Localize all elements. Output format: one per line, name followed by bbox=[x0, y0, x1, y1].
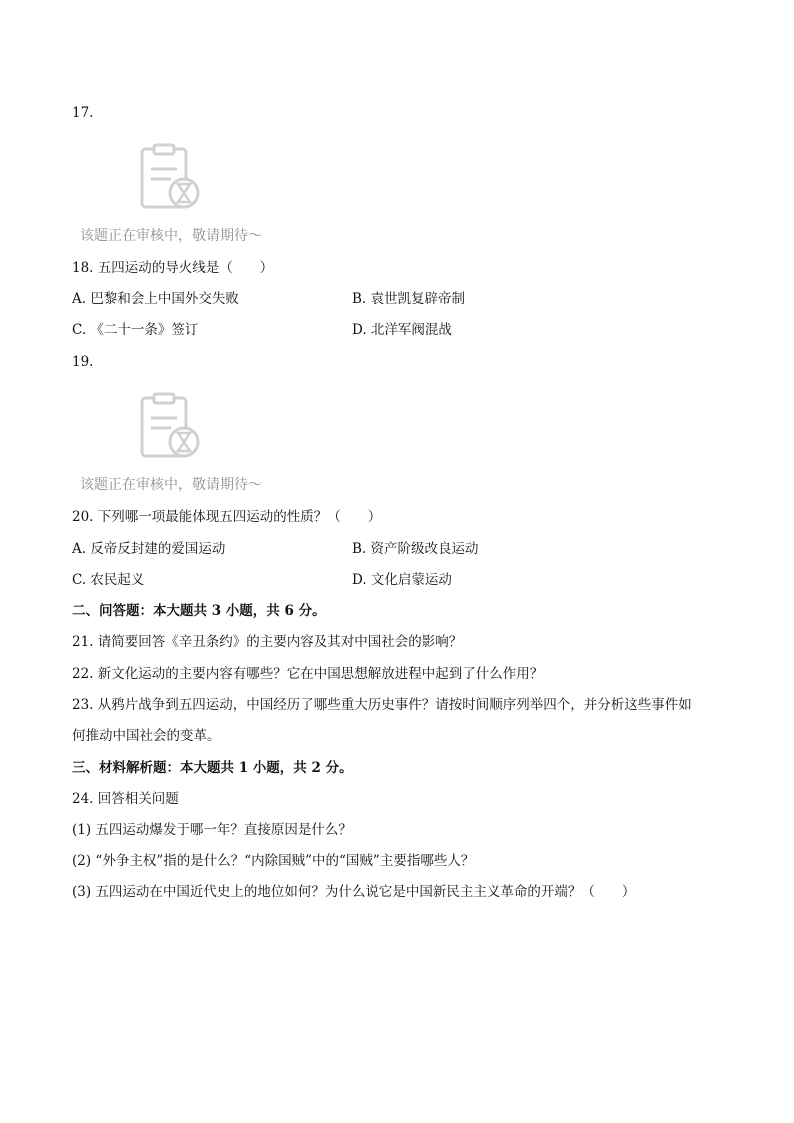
clipboard-hourglass-icon bbox=[134, 392, 210, 468]
section-2-title: 二、问答题：本大题共 3 小题，共 6 分。 bbox=[72, 603, 326, 619]
question-20-option-d: D. 文化启蒙运动 bbox=[352, 572, 452, 588]
question-19-number: 19. bbox=[72, 354, 94, 370]
section-3-title: 三、材料解析题：本大题共 1 小题，共 2 分。 bbox=[72, 760, 353, 776]
question-21: 21. 请简要回答《辛丑条约》的主要内容及其对中国社会的影响？ bbox=[72, 634, 463, 650]
question-22: 22. 新文化运动的主要内容有哪些？它在中国思想解放进程中起到了什么作用？ bbox=[72, 666, 544, 682]
question-18-option-b: B. 袁世凯复辟帝制 bbox=[352, 291, 466, 307]
question-20-option-b: B. 资产阶级改良运动 bbox=[352, 541, 479, 557]
question-20-option-a: A. 反帝反封建的爱国运动 bbox=[72, 541, 226, 557]
question-24-sub-3: (3) 五四运动在中国近代史上的地位如何？为什么说它是中国新民主主义革命的开端？（ ） bbox=[72, 884, 636, 900]
placeholder-text: 该题正在审核中，敬请期待～ bbox=[80, 228, 262, 244]
question-23-line-1: 23. 从鸦片战争到五四运动，中国经历了哪些重大历史事件？请按时间顺序列举四个，并分析这些事件如 bbox=[72, 697, 692, 713]
question-23-line-2: 何推动中国社会的变革。 bbox=[72, 728, 221, 744]
question-17-number: 17. bbox=[72, 105, 94, 121]
question-24-sub-1: (1) 五四运动爆发于哪一年？直接原因是什么？ bbox=[72, 822, 352, 838]
question-17-placeholder bbox=[72, 143, 272, 253]
question-18-stem: 18. 五四运动的导火线是（ ） bbox=[72, 260, 274, 276]
question-24-sub-2: (2) “外争主权”指的是什么？“内除国贼”中的“国贼”主要指哪些人？ bbox=[72, 853, 475, 869]
clipboard-hourglass-icon bbox=[134, 143, 210, 219]
question-18-option-c: C. 《二十一条》签订 bbox=[72, 322, 199, 338]
question-18-option-a: A. 巴黎和会上中国外交失败 bbox=[72, 291, 239, 307]
question-19-placeholder bbox=[72, 392, 272, 502]
question-18-option-d: D. 北洋军阀混战 bbox=[352, 322, 452, 338]
question-24-stem: 24. 回答相关问题 bbox=[72, 791, 179, 807]
placeholder-text: 该题正在审核中，敬请期待～ bbox=[80, 477, 262, 493]
question-20-option-c: C. 农民起义 bbox=[72, 572, 145, 588]
question-20-stem: 20. 下列哪一项最能体现五四运动的性质？（ ） bbox=[72, 509, 382, 525]
